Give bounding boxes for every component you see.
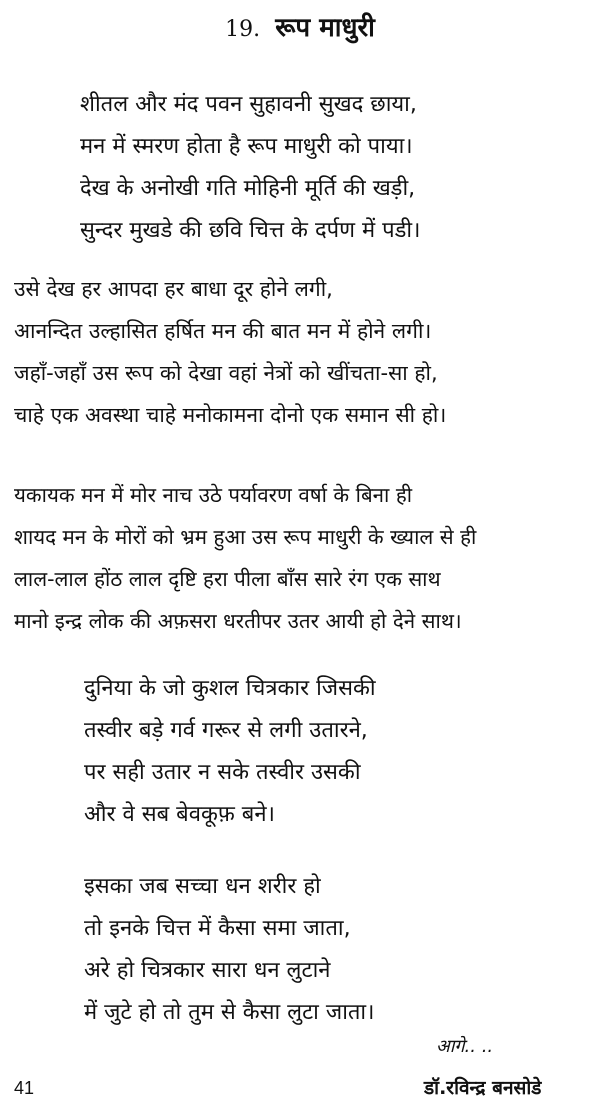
continued-marker: आगे.. .. xyxy=(436,1036,494,1057)
page-number: 41 xyxy=(14,1078,35,1098)
stanza-1 xyxy=(80,84,420,252)
poem-line: शायद मन के मोरों को भ्रम हुआ उस रूप माधुरी के ख्याल से ही xyxy=(14,525,477,549)
poem-line: आनन्दित उल्हासित हर्षित मन की बात मन में होने लगी। xyxy=(14,319,432,343)
poem-line: तस्वीर बड़े गर्व गरूर से लगी उतारने, xyxy=(84,718,368,743)
poem-line: जहाँ-जहाँ उस रूप को देखा वहां नेत्रों को खींचता-सा हो, xyxy=(14,361,438,385)
poem-line: और वे सब बेवकूफ़ बने। xyxy=(84,802,275,827)
stanza-4 xyxy=(84,668,376,836)
author-name: डॉ.रविन्द्र बनसोडे xyxy=(424,1077,542,1099)
stanza-2 xyxy=(14,268,446,436)
poem-line: लाल-लाल होंठ लाल दृष्टि हरा पीला बाँस सारे रंग एक साथ xyxy=(14,567,441,591)
poem-line: मन में स्मरण होता है रूप माधुरी को पाया। xyxy=(80,134,413,159)
poem-line: शीतल और मंद पवन सुहावनी सुखद छाया, xyxy=(80,92,417,117)
poem-heading xyxy=(0,10,600,48)
poem-line: उसे देख हर आपदा हर बाधा दूर होने लगी, xyxy=(14,277,333,301)
poem-line: तो इनके चित्त में कैसा समा जाता, xyxy=(84,916,351,941)
poem-line: अरे हो चित्रकार सारा धन लुटाने xyxy=(84,958,331,983)
poem-title: रूप माधुरी xyxy=(275,13,375,43)
poem-line: पर सही उतार न सके तस्वीर उसकी xyxy=(84,760,361,785)
poem-line: दुनिया के जो कुशल चित्रकार जिसकी xyxy=(84,676,376,701)
stanza-5 xyxy=(84,866,374,1034)
stanza-3 xyxy=(14,474,476,642)
poem-line: सुन्दर मुखडे की छवि चित्त के दर्पण में पडी। xyxy=(80,218,421,243)
poem-line: मानो इन्द्र लोक की अफ़सरा धरतीपर उतर आयी हो देने साथ। xyxy=(14,609,462,633)
poem-line: यकायक मन में मोर नाच उठे पर्यावरण वर्षा के बिना ही xyxy=(14,483,413,507)
poem-line: चाहे एक अवस्था चाहे मनोकामना दोनो एक समान सी हो। xyxy=(14,403,447,427)
poem-line: इसका जब सच्चा धन शरीर हो xyxy=(84,874,321,899)
poem-line: देख के अनोखी गति मोहिनी मूर्ति की खड़ी, xyxy=(80,176,416,201)
poem-number: 19. xyxy=(225,17,261,42)
poem-line: में जुटे हो तो तुम से कैसा लुटा जाता। xyxy=(84,1000,375,1025)
